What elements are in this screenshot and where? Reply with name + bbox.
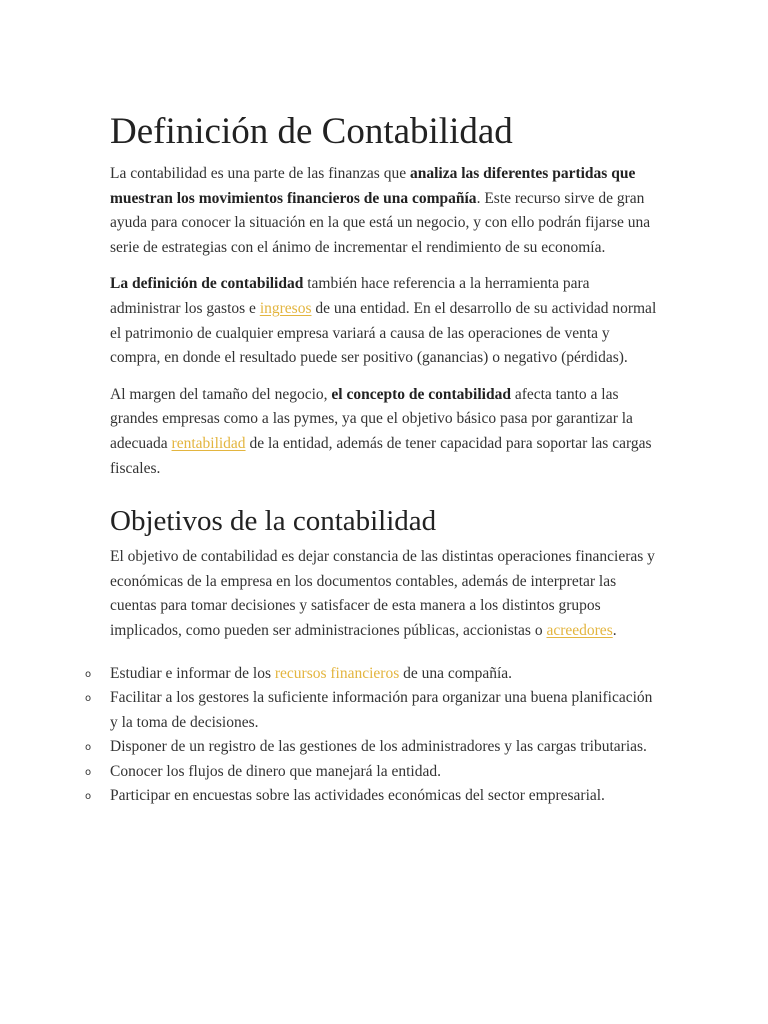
paragraph-definition (110, 272, 662, 370)
section-heading: Objetivos de la contabilidad (110, 505, 437, 538)
bullet-circle-icon: o (85, 766, 92, 778)
paragraph-intro (110, 162, 662, 260)
article (85, 108, 662, 809)
text: de una entidad. En el desarrollo de su actividad normal el patrimonio de cualquier empresa variará a causa de las operaciones de venta y compra, en donde el resultado puede ser positivo (ganancias) o negativo (pérdidas). (110, 299, 657, 367)
text: afecta tanto a las grandes empresas como a las pymes, ya que el objetivo básico pasa por garantizar la adecuada (110, 385, 633, 452)
list-item (85, 760, 662, 785)
list-item (85, 735, 662, 760)
link-rentabilidad[interactable]: rentabilidad (171, 434, 246, 452)
bullet-circle-icon: o (85, 693, 92, 705)
bold-text: analiza las diferentes partidas que muestran los movimientos financieros de una compañía (110, 165, 636, 207)
link-recursos-financieros[interactable]: recursos financieros (274, 664, 400, 682)
bullet-circle-icon: o (85, 791, 92, 803)
bullet-circle-icon: o (85, 742, 92, 754)
list-item (85, 686, 662, 735)
page-title: Definición de Contabilidad (110, 111, 513, 152)
list-item (85, 784, 662, 809)
text: El objetivo de contabilidad es dejar constancia de las distintas operaciones financieras y económicas de la empresa en los documentos contables, además de interpretar las cuentas para tomar decisiones y satisfacer de esta manera a los distintos grupos implicados, como pueden ser administraciones públicas, accionistas o (110, 548, 655, 639)
text: de la entidad, además de tener capacidad para soportar las cargas fiscales. (110, 434, 652, 477)
objectives-list (85, 662, 662, 810)
text: también hace referencia a la herramienta para administrar los gastos e (110, 275, 590, 317)
link-ingresos[interactable]: ingresos (259, 299, 312, 317)
text: Disponer de un registro de las gestiones de los administradores y las cargas tributarias. (110, 738, 647, 756)
paragraph-objectives (110, 545, 662, 643)
text: . (612, 621, 617, 639)
text: Estudiar e informar de los (110, 664, 275, 682)
link-acreedores[interactable]: acreedores (546, 621, 613, 639)
text: Facilitar a los gestores la suficiente información para organizar una buena planificación y la toma de decisiones. (110, 689, 653, 731)
text: Al margen del tamaño del negocio, (110, 385, 332, 403)
text: . Este recurso sirve de gran ayuda para conocer la situación en la que está un negocio, y con ello podrán fijarse una serie de estrategias con el ánimo de incrementar el rendimiento de su economía. (110, 189, 651, 256)
list-item (85, 662, 662, 687)
bold-text: el concepto de contabilidad (331, 385, 511, 403)
text: Conocer los flujos de dinero que manejará la entidad. (110, 762, 441, 780)
text: Participar en encuestas sobre las actividades económicas del sector empresarial. (110, 787, 605, 805)
paragraph-concept (110, 383, 662, 481)
bullet-circle-icon: o (85, 668, 92, 680)
bold-text: La definición de contabilidad (110, 275, 304, 293)
text: de una compañía. (399, 664, 513, 682)
text: La contabilidad es una parte de las finanzas que (110, 165, 410, 182)
